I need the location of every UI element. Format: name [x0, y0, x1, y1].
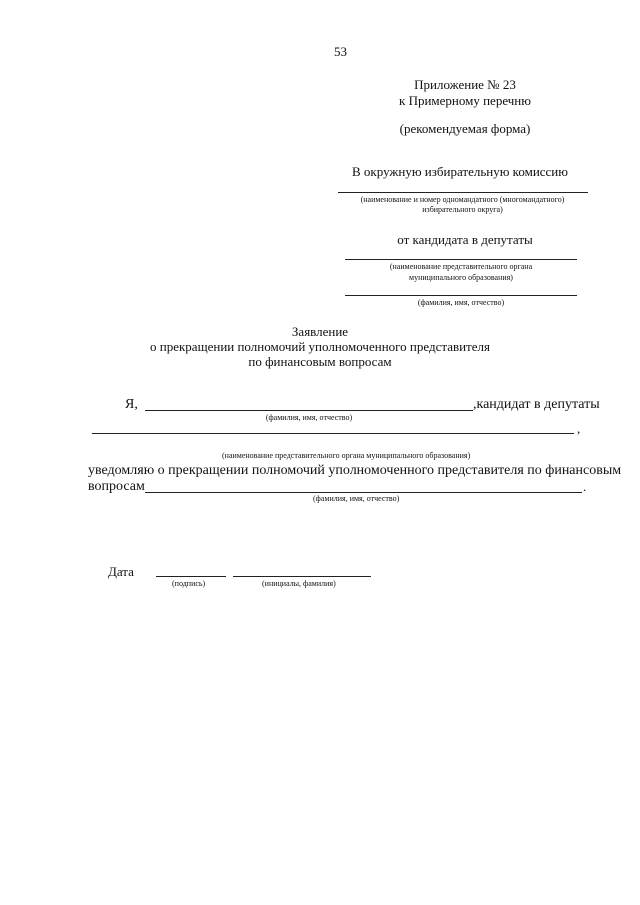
district-caption-1: (наименование и номер одномандатного (многомандатного)	[360, 195, 565, 204]
from-candidate: от кандидата в депутаты	[397, 232, 533, 247]
appendix-title: Приложение № 23	[414, 77, 516, 92]
representative-line	[145, 492, 582, 493]
date-label: Дата	[108, 564, 134, 579]
fio-line-top	[345, 295, 577, 296]
pronoun-i: Я,	[125, 397, 138, 412]
period: .	[583, 479, 587, 494]
signature-caption: (подпись)	[172, 579, 206, 588]
addressee-commission: В окружную избирательную комиссию	[352, 164, 568, 179]
fio-field-line	[145, 410, 473, 411]
district-caption-2: избирательного округа)	[422, 205, 503, 214]
signature-line	[156, 576, 226, 577]
org-caption: (наименование представительного органа муниципального образования)	[222, 451, 471, 460]
page-number: 53	[334, 44, 347, 59]
form-note: (рекомендуемая форма)	[399, 121, 531, 136]
candidate-text: ,кандидат в депутаты	[473, 397, 600, 412]
district-line	[338, 192, 588, 193]
statement-subtitle-2: по финансовым вопросам	[248, 354, 392, 369]
body-caption-2: муниципального образования)	[409, 273, 513, 282]
fio-caption: (фамилия, имя, отчество)	[265, 413, 353, 422]
org-comma: ,	[577, 421, 581, 436]
body-line	[345, 259, 577, 260]
body-caption-1: (наименование представительного органа	[389, 262, 533, 271]
initials-line	[233, 576, 371, 577]
org-field-line	[92, 433, 574, 434]
questions-text: вопросам	[88, 479, 145, 494]
fio-caption-2: (фамилия, имя, отчество)	[313, 494, 400, 503]
fio-caption-top: (фамилия, имя, отчество)	[417, 298, 505, 307]
appendix-subtitle: к Примерному перечню	[399, 93, 531, 108]
statement-title: Заявление	[291, 324, 349, 339]
statement-subtitle-1: о прекращении полномочий уполномоченного представителя	[150, 339, 490, 354]
notify-text: уведомляю о прекращении полномочий уполномоченного представителя по финансовым	[88, 463, 622, 478]
initials-caption: (инициалы, фамилия)	[262, 579, 336, 588]
